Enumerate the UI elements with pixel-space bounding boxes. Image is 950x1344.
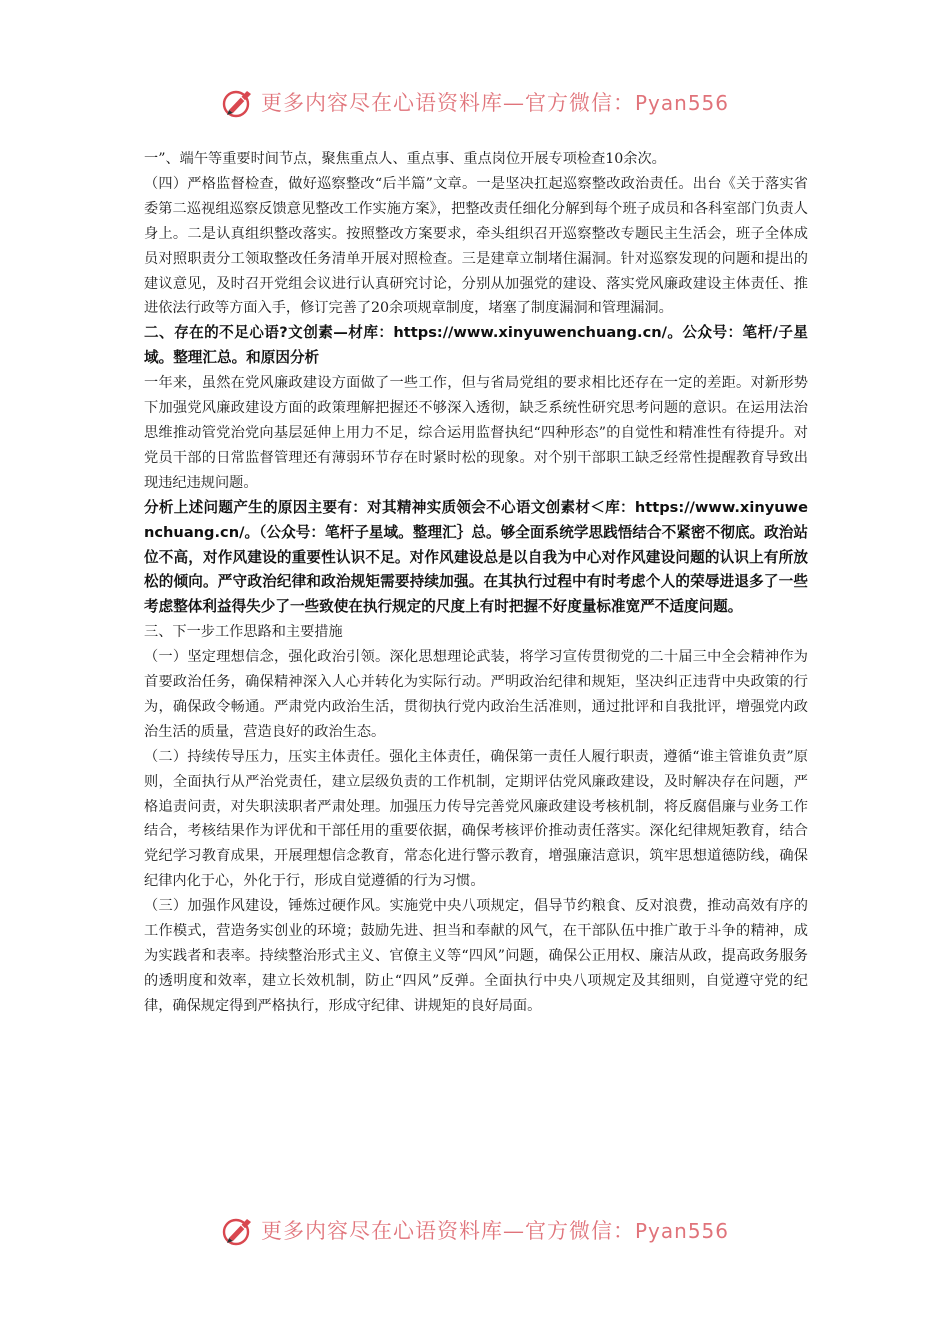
- section-heading: 三、下一步工作思路和主要措施: [144, 624, 343, 641]
- wechat-id: Pyan556: [634, 91, 729, 115]
- pen-logo-icon: [221, 1213, 255, 1247]
- paragraph: （二）持续传导压力，压实主体责任。强化主体责任，确保第一责任人履行职责，遵循“谁主管谁负责”原则，全面执行从严治党责任，建立层级负责的工作机制，定期评估党风廉政建设，及时解决存在问题，严格追责问责，对失职渎职者严肃处理。加强压力传导完善党风廉政建设考核机制，将反腐倡廉与业务工作结合，考核结果作为评优和干部任用的重要依据，确保考核评价推动责任落实。深化纪律规矩教育，结合党纪学习教育成果，开展理想信念教育，常态化进行警示教育，增强廉洁意识，筑牢思想道德防线，确保纪律内化于心，外化于行，形成自觉遵循的行为习惯。: [144, 748, 808, 890]
- banner-text: 更多内容尽在心语资料库—官方微信：Pyan556: [260, 91, 729, 115]
- banner-text: 更多内容尽在心语资料库—官方微信：Pyan556: [260, 1219, 729, 1243]
- pen-logo-icon: [221, 85, 255, 119]
- paragraph: （三）加强作风建设，锤炼过硬作风。实施党中央八项规定，倡导节约粮食、反对浪费，推动高效有序的工作模式，营造务实创业的环境；鼓励先进、担当和奉献的风气，在干部队伍中推广敢于斗争的精神，成为实践者和表率。持续整治形式主义、官僚主义等“四风”问题，确保公正用权、廉洁从政，提高政务服务的透明度和效率，建立长效机制，防止“四风”反弹。全面执行中央八项规定及其细则，自觉遵守党的纪律，确保规定得到严格执行，形成守纪律、讲规矩的良好局面。: [144, 898, 808, 1014]
- paragraph: 一年来，虽然在党风廉政建设方面做了一些工作，但与省局党组的要求相比还存在一定的差距。对新形势下加强党风廉政建设方面的政策理解把握还不够深入透彻，缺乏系统性研究思考问题的意识。在运用法治思维推动管党治党向基层延伸上用力不足，综合运用监督执纪“四种形态”的自觉性和精准性有待提升。对党员干部的日常监督管理还有薄弱环节存在时紧时松的现象。对个别干部职工缺乏经常性提醒教育导致出现违纪违规问题。: [144, 375, 808, 491]
- paragraph: 一”、端午等重要时间节点，聚焦重点人、重点事、重点岗位开展专项检查10余次。: [144, 151, 666, 167]
- wechat-id: Pyan556: [634, 1219, 729, 1243]
- paragraph-bold: 分析上述问题产生的原因主要有：对其精神实质领会不心语文创素材＜库：https://www.xinyuwenchuang.cn/。（公众号：笔杆子星域。整理汇｝总。够全面系统学思践悟结合不紧密不彻底。政治站位不高，对作风建设的重要性认识不足。对作风建设总是以自我为中心对作风建设问题的认识上有所放松的倾向。严守政治纪律和政治规矩需要持续加强。在其执行过程中有时考虑个人的荣辱进退多了一些考虑整体利益得失少了一些致使在执行规定的尺度上有时把握不好度量标准宽严不适度问题。: [144, 498, 808, 616]
- paragraph: （四）严格监督检查，做好巡察整改“后半篇”文章。一是坚决扛起巡察整改政治责任。出台《关于落实省委第二巡视组巡察反馈意见整改工作实施方案》，把整改责任细化分解到每个班子成员和各科室部门负责人身上。二是认真组织整改落实。按照整改方案要求，牵头组织召开巡察整改专题民主生活会，班子全体成员对照职责分工领取整改任务清单开展对照检查。三是建章立制堵住漏洞。针对巡察发现的问题和提出的建议意见，及时召开党组会议进行认真研究讨论，分别从加强党的建设、落实党风廉政建设主体责任、推进依法行政等方面入手，修订完善了20余项规章制度，堵塞了制度漏洞和管理漏洞。: [144, 175, 808, 317]
- paragraph: （一）坚定理想信念，强化政治引领。深化思想理论武装，将学习宣传贯彻党的二十届三中全会精神作为首要政治任务，确保精神深入人心并转化为实际行动。严明政治纪律和规矩，坚决纠正违背中央政策的行为，确保政令畅通。严肃党内政治生活，贯彻执行党内政治生活准则，通过批评和自我批评，增强党内政治生活的质量，营造良好的政治生态。: [144, 649, 808, 740]
- document-body: [144, 147, 808, 1019]
- section-heading: 二、存在的不足心语?文创素—材库：https://www.xinyuwenchuang.cn/。公众号：笔杆/子星域。整理汇总。和原因分析: [144, 324, 808, 367]
- footer-banner: [0, 1208, 950, 1252]
- header-banner: [0, 80, 950, 124]
